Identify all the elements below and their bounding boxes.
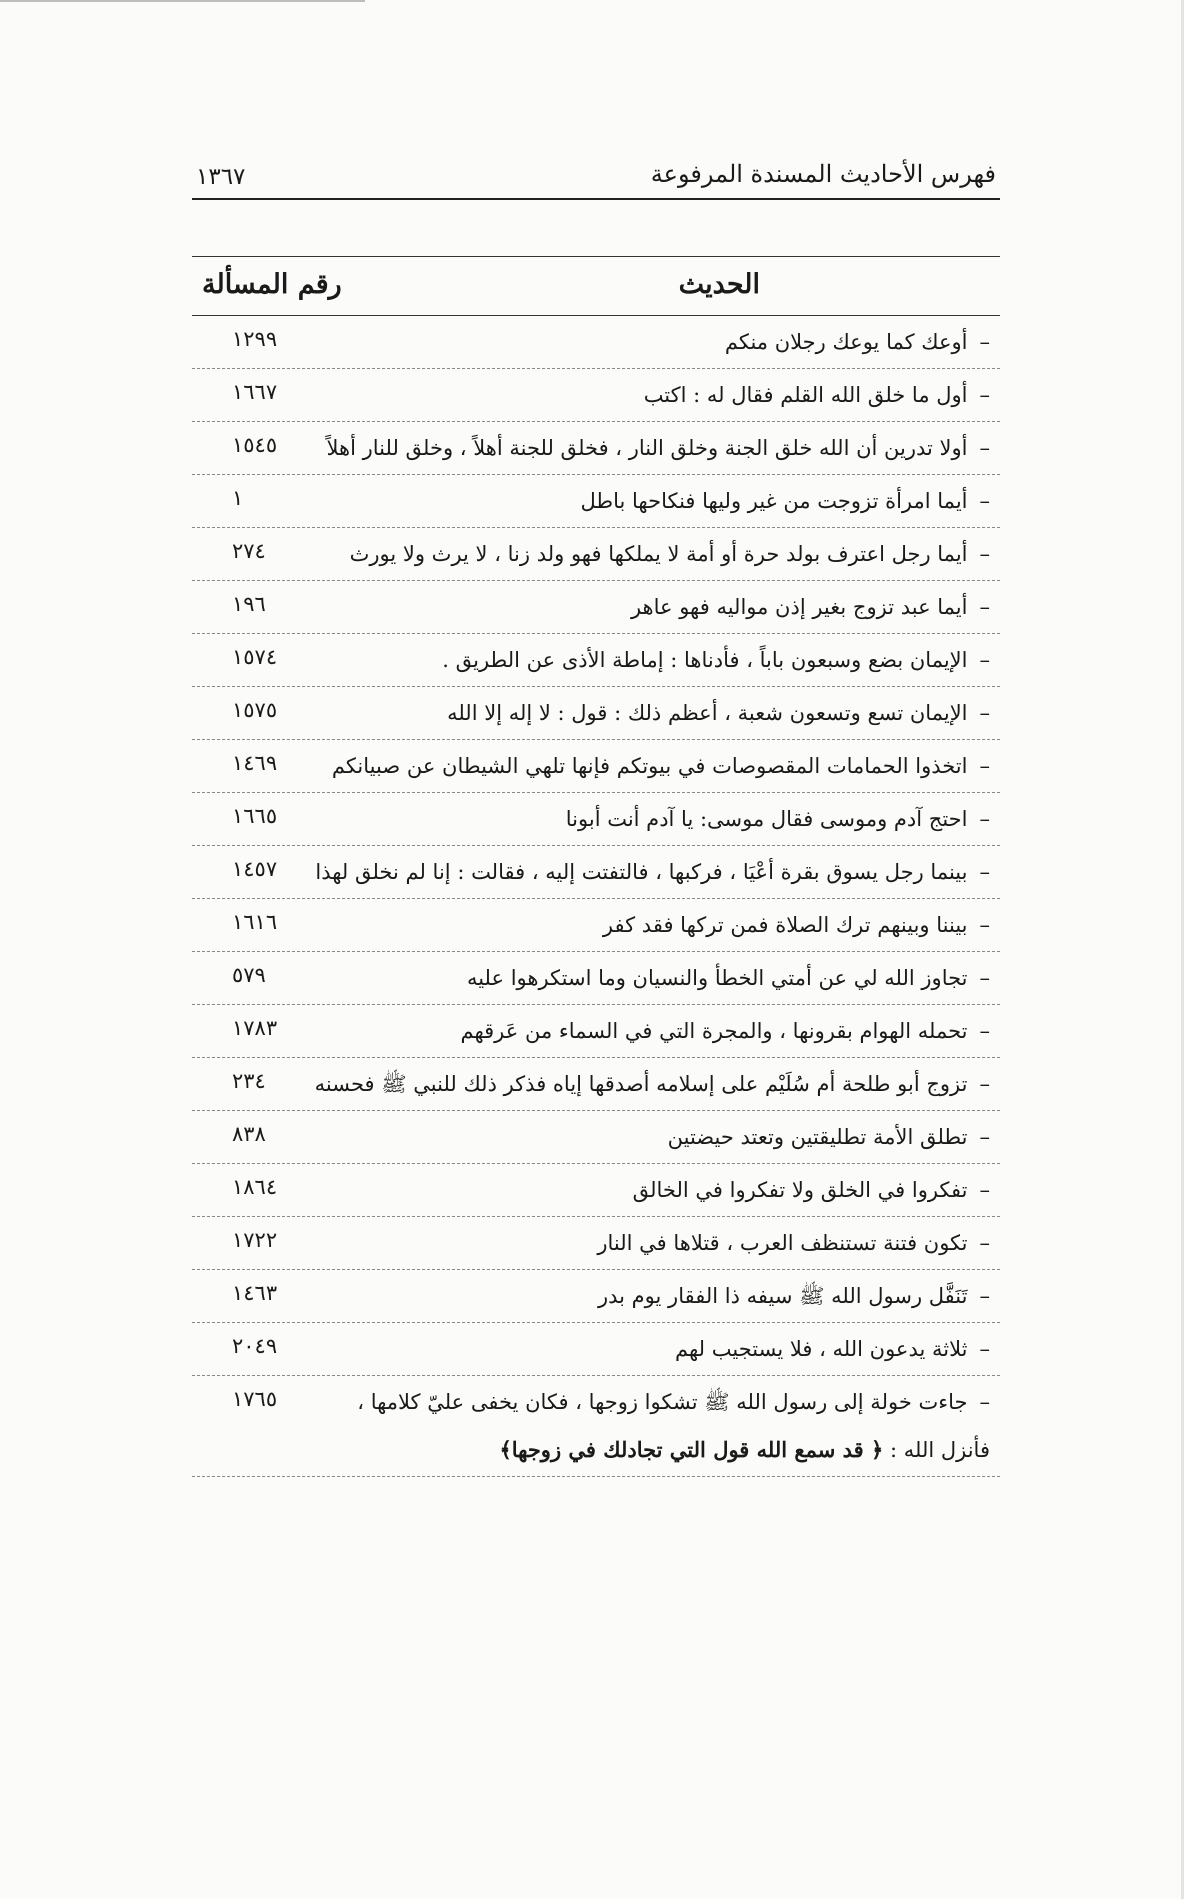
hadith-text-line bbox=[312, 1376, 990, 1476]
running-title: فهرس الأحاديث المسندة المرفوعة bbox=[650, 160, 996, 188]
entry-dash: – bbox=[979, 1337, 990, 1361]
hadith-text-line bbox=[312, 634, 990, 686]
hadith-text: أيما امرأة تزوجت من غير وليها فنكاحها باطل bbox=[580, 489, 968, 513]
hadith-text: بيننا وبينهم ترك الصلاة فمن تركها فقد كفر bbox=[602, 913, 968, 937]
book-page bbox=[192, 150, 1000, 1477]
table-row bbox=[192, 1323, 1000, 1376]
issue-number: ١٤٦٩ bbox=[232, 751, 278, 775]
hadith-text: الإيمان بضع وسبعون باباً ، فأدناها : إماطة الأذى عن الطريق . bbox=[442, 648, 968, 672]
table-row bbox=[192, 952, 1000, 1005]
issue-number: ١٥٧٤ bbox=[232, 645, 278, 669]
table-row bbox=[192, 528, 1000, 581]
table-row bbox=[192, 740, 1000, 793]
hadith-text-line bbox=[312, 1005, 990, 1057]
quran-quote: ﴿ قد سمع الله قول التي تجادلك في زوجها﴾ bbox=[499, 1437, 884, 1462]
hadith-text: اتخذوا الحمامات المقصوصات في بيوتكم فإنها تلهي الشيطان عن صبيانكم bbox=[331, 754, 968, 778]
entry-dash: – bbox=[979, 648, 990, 672]
entry-dash: – bbox=[979, 913, 990, 937]
hadith-text: أيما رجل اعترف بولد حرة أو أمة لا يملكها فهو ولد زنا ، لا يرث ولا يورث bbox=[349, 542, 968, 566]
entry-dash: – bbox=[979, 1284, 990, 1308]
hadith-text: أول ما خلق الله القلم فقال له : اكتب bbox=[643, 383, 968, 407]
table-row bbox=[192, 846, 1000, 899]
hadith-text: احتج آدم وموسى فقال موسى: يا آدم أنت أبونا bbox=[565, 807, 968, 831]
scan-edge-top bbox=[0, 0, 365, 2]
table-row bbox=[192, 899, 1000, 952]
hadith-text-line bbox=[312, 1058, 990, 1110]
issue-number: ١٧٢٢ bbox=[232, 1228, 278, 1252]
hadith-text: تفكروا في الخلق ولا تفكروا في الخالق bbox=[632, 1178, 968, 1202]
hadith-text: تزوج أبو طلحة أم سُلَيْم على إسلامه أصدقها إياه فذكر ذلك للنبي ﷺ فحسنه bbox=[314, 1072, 968, 1096]
hadith-text: ثلاثة يدعون الله ، فلا يستجيب لهم bbox=[675, 1337, 968, 1361]
entry-dash: – bbox=[979, 1072, 990, 1096]
hadith-text-line bbox=[312, 475, 990, 527]
entry-dash: – bbox=[979, 1178, 990, 1202]
entry-dash: – bbox=[979, 436, 990, 460]
issue-number: ١٦١٦ bbox=[232, 910, 278, 934]
issue-number: ١٧٨٣ bbox=[232, 1016, 278, 1040]
hadith-text-line bbox=[312, 846, 990, 898]
hadith-text-line bbox=[312, 1217, 990, 1269]
issue-number: ٢٣٤ bbox=[232, 1069, 266, 1093]
table-row bbox=[192, 581, 1000, 634]
hadith-text-line bbox=[312, 899, 990, 951]
table-row bbox=[192, 1005, 1000, 1058]
issue-number: ١٦٦٧ bbox=[232, 380, 278, 404]
entry-dash: – bbox=[979, 807, 990, 831]
page-header bbox=[192, 150, 1000, 198]
entry-dash: – bbox=[979, 1390, 990, 1414]
column-header-hadith: الحديث bbox=[678, 269, 760, 300]
issue-number: ١ bbox=[232, 486, 244, 510]
entry-dash: – bbox=[979, 701, 990, 725]
hadith-index-table bbox=[192, 256, 1000, 1477]
hadith-text-line bbox=[312, 1164, 990, 1216]
hadith-text-line bbox=[312, 1270, 990, 1322]
entry-dash: – bbox=[979, 383, 990, 407]
hadith-text: أيما عبد تزوج بغير إذن مواليه فهو عاهر bbox=[630, 595, 968, 619]
hadith-text: جاءت خولة إلى رسول الله ﷺ تشكوا زوجها ، فكان يخفى عليّ كلامها ، فأنزل الله : bbox=[357, 1390, 990, 1462]
hadith-text: الإيمان تسع وتسعون شعبة ، أعظم ذلك : قول : لا إله إلا الله bbox=[447, 701, 968, 725]
issue-number: ١٧٦٥ bbox=[232, 1387, 278, 1411]
table-row bbox=[192, 422, 1000, 475]
hadith-text-line bbox=[312, 369, 990, 421]
issue-number: ٨٣٨ bbox=[232, 1122, 266, 1146]
issue-number: ١٢٩٩ bbox=[232, 327, 278, 351]
hadith-text: أولا تدرين أن الله خلق الجنة وخلق النار ، فخلق للجنة أهلاً ، وخلق للنار أهلاً bbox=[326, 436, 968, 460]
table-row bbox=[192, 1270, 1000, 1323]
table-row bbox=[192, 1058, 1000, 1111]
hadith-text: تطلق الأمة تطليقتين وتعتد حيضتين bbox=[667, 1125, 968, 1149]
table-body bbox=[192, 316, 1000, 1477]
hadith-text-line bbox=[312, 1323, 990, 1375]
table-row bbox=[192, 634, 1000, 687]
issue-number: ٢٧٤ bbox=[232, 539, 266, 563]
header-rule bbox=[192, 198, 1000, 200]
entry-dash: – bbox=[979, 489, 990, 513]
hadith-text-line bbox=[312, 793, 990, 845]
page-number: ١٣٦٧ bbox=[196, 164, 246, 190]
table-row bbox=[192, 1164, 1000, 1217]
issue-number: ١٨٦٤ bbox=[232, 1175, 278, 1199]
hadith-text: تكون فتنة تستنظف العرب ، قتلاها في النار bbox=[597, 1231, 968, 1255]
entry-dash: – bbox=[979, 754, 990, 778]
entry-dash: – bbox=[979, 595, 990, 619]
hadith-text: تجاوز الله لي عن أمتي الخطأ والنسيان وما استكرهوا عليه bbox=[466, 966, 968, 990]
table-row bbox=[192, 1376, 1000, 1477]
table-row bbox=[192, 369, 1000, 422]
table-row bbox=[192, 475, 1000, 528]
hadith-text-line bbox=[312, 740, 990, 792]
issue-number: ١٥٤٥ bbox=[232, 433, 278, 457]
issue-number: ١٤٦٣ bbox=[232, 1281, 278, 1305]
issue-number: ١٩٦ bbox=[232, 592, 266, 616]
column-header-issue-number: رقم المسألة bbox=[202, 269, 342, 300]
table-row bbox=[192, 793, 1000, 846]
hadith-text-line bbox=[312, 581, 990, 633]
hadith-text: تحمله الهوام بقرونها ، والمجرة التي في السماء من عَرقهم bbox=[460, 1019, 968, 1043]
hadith-text-line bbox=[312, 952, 990, 1004]
hadith-text-line bbox=[312, 422, 990, 474]
entry-dash: – bbox=[979, 1019, 990, 1043]
hadith-text-line bbox=[312, 687, 990, 739]
hadith-text-line bbox=[312, 1111, 990, 1163]
entry-dash: – bbox=[979, 860, 990, 884]
issue-number: ٢٠٤٩ bbox=[232, 1334, 278, 1358]
entry-dash: – bbox=[979, 330, 990, 354]
entry-dash: – bbox=[979, 1125, 990, 1149]
issue-number: ١٤٥٧ bbox=[232, 857, 278, 881]
hadith-text-line bbox=[312, 528, 990, 580]
table-row bbox=[192, 1217, 1000, 1270]
entry-dash: – bbox=[979, 1231, 990, 1255]
hadith-text: تَنَفَّل رسول الله ﷺ سيفه ذا الفقار يوم بدر bbox=[598, 1284, 968, 1308]
entry-dash: – bbox=[979, 542, 990, 566]
issue-number: ١٥٧٥ bbox=[232, 698, 278, 722]
issue-number: ١٦٦٥ bbox=[232, 804, 278, 828]
table-row bbox=[192, 316, 1000, 369]
hadith-text: بينما رجل يسوق بقرة أعْيَا ، فركبها ، فالتفتت إليه ، فقالت : إنا لم نخلق لهذا bbox=[315, 860, 968, 884]
table-row bbox=[192, 687, 1000, 740]
hadith-text: أوعك كما يوعك رجلان منكم bbox=[724, 330, 968, 354]
table-row bbox=[192, 1111, 1000, 1164]
hadith-text-line bbox=[312, 316, 990, 368]
entry-dash: – bbox=[979, 966, 990, 990]
issue-number: ٥٧٩ bbox=[232, 963, 266, 987]
table-header bbox=[192, 257, 1000, 316]
